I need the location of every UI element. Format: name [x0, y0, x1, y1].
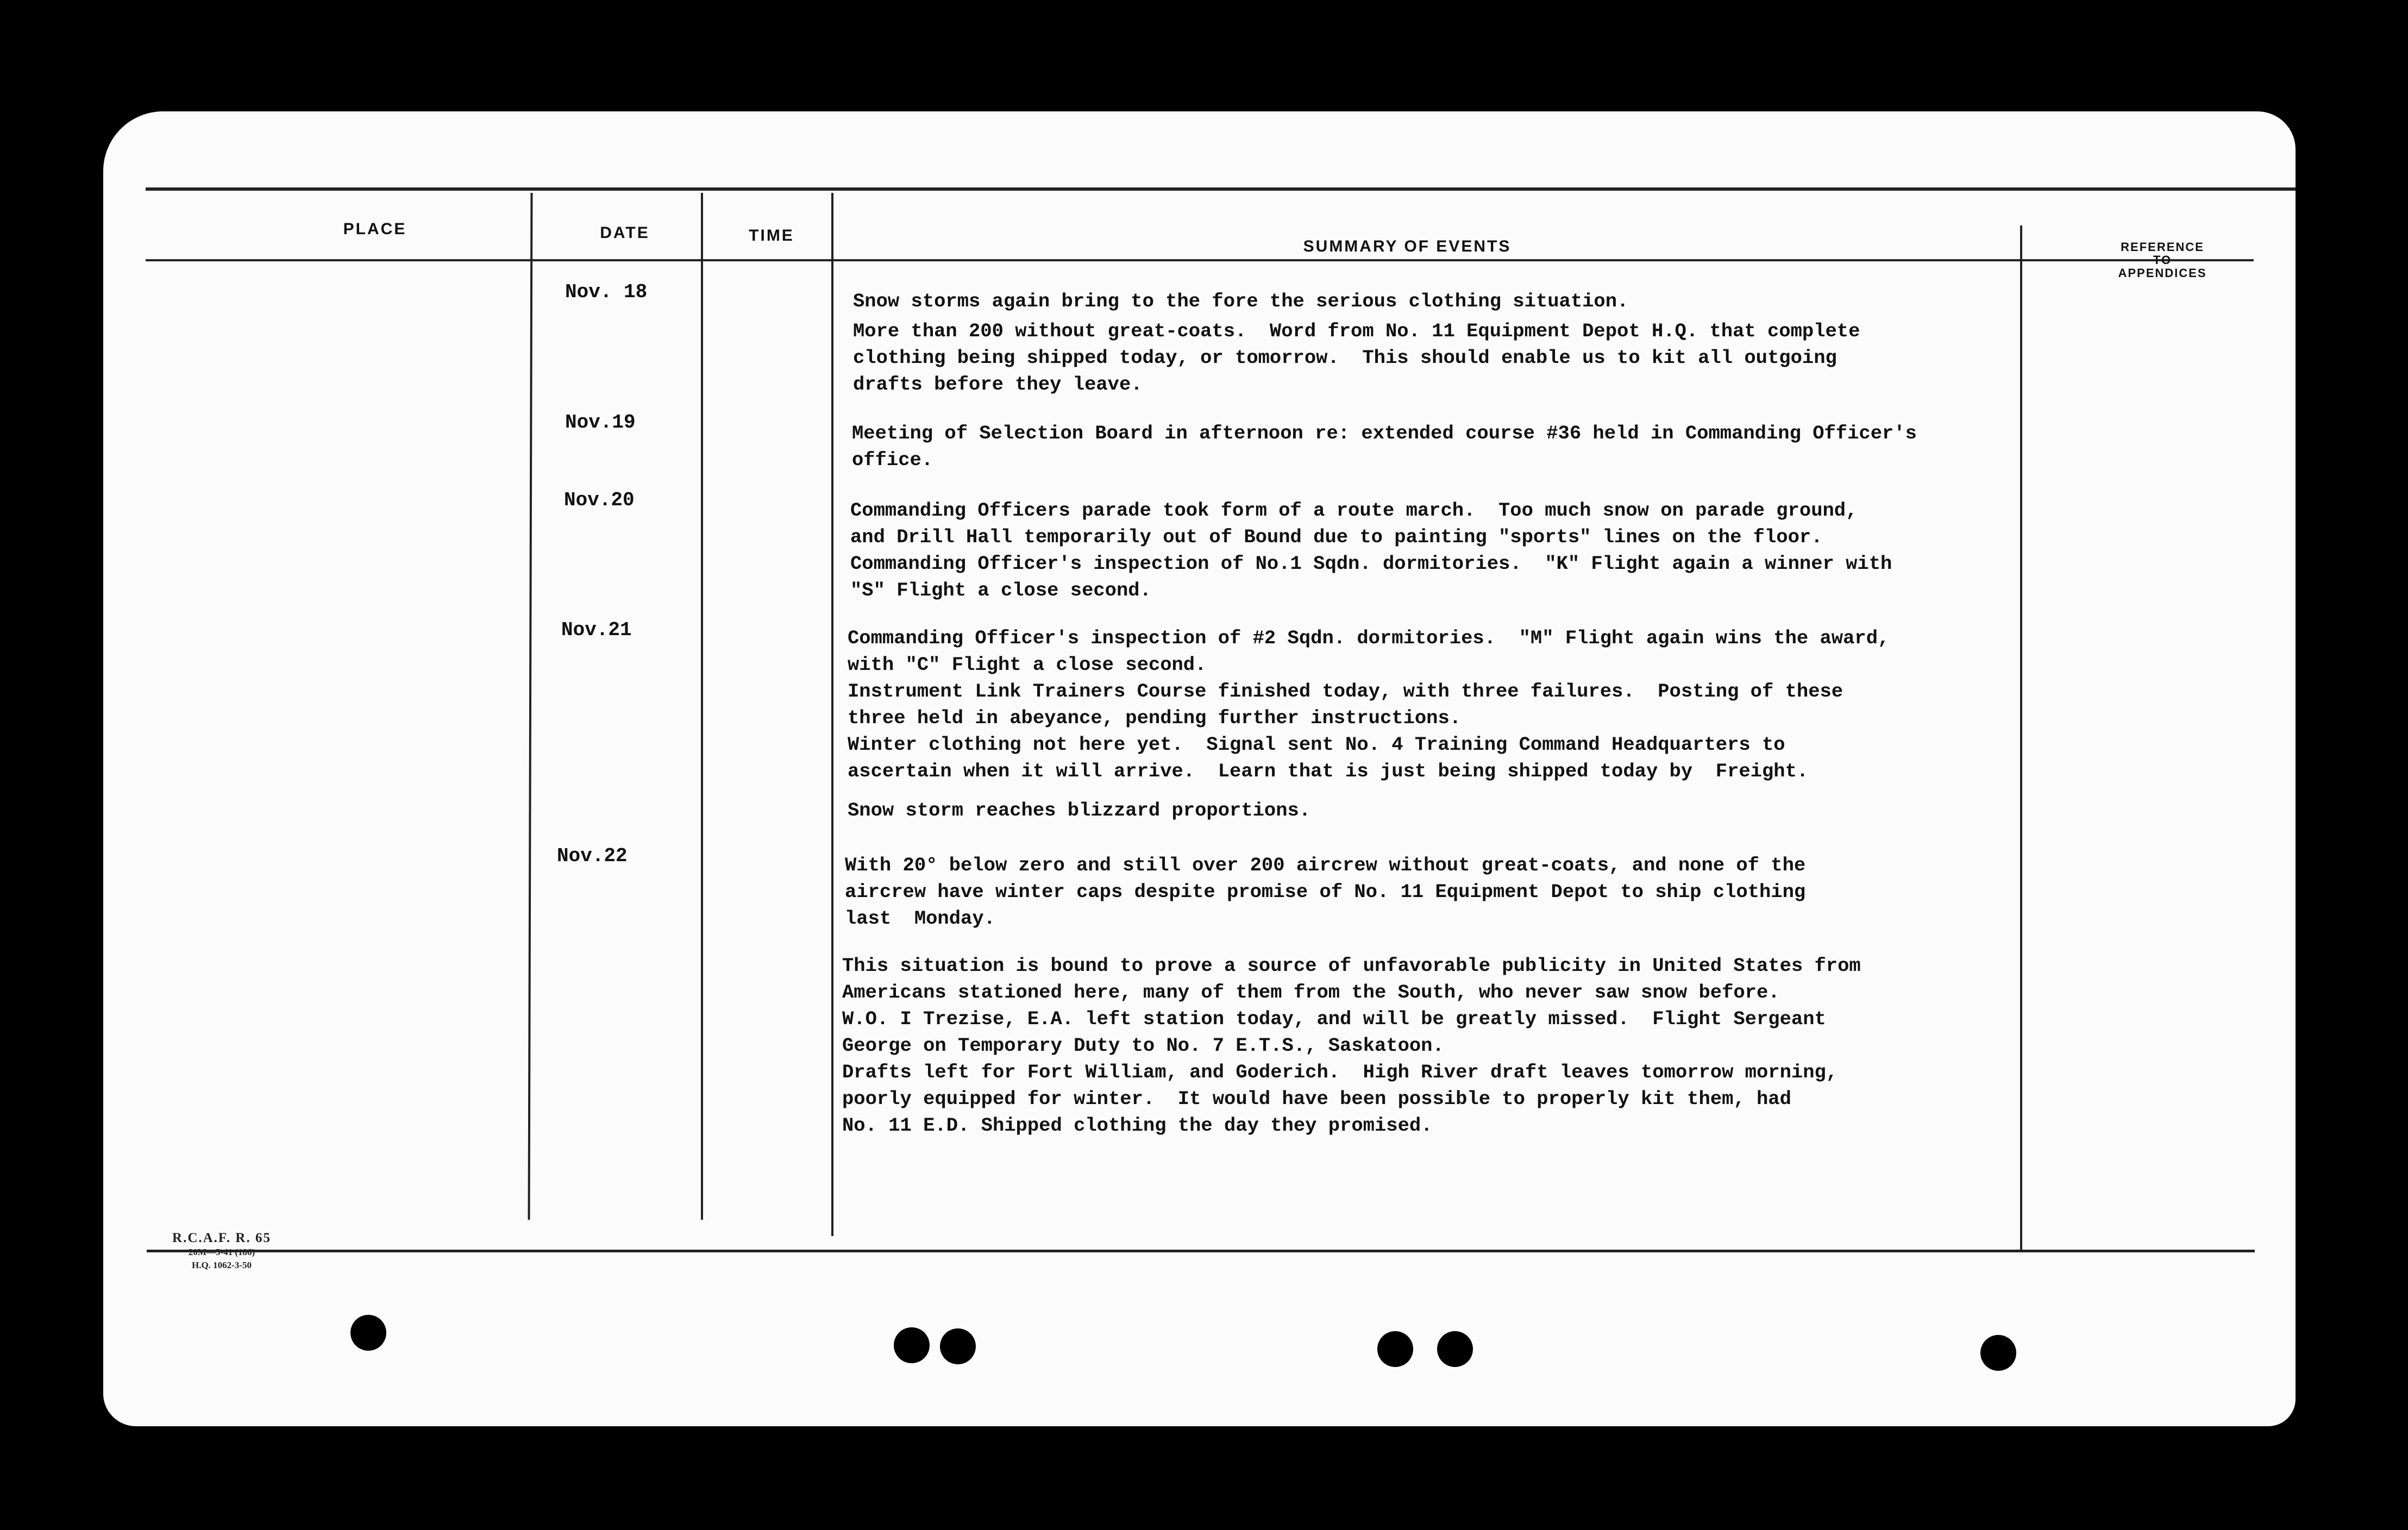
entry-text: With 20° below zero and still over 200 aircrew without great-coats, and none of the aircrew have winter caps despite promise of No. 11 Equipment Depot to ship clothing last Monday. [845, 854, 1806, 930]
column-divider-date [701, 193, 703, 1220]
punch-hole [350, 1315, 386, 1351]
form-number-line3: H.Q. 1062-3-50 [191, 1260, 252, 1270]
punch-hole [1377, 1331, 1413, 1367]
entry-date: Nov. 18 [565, 281, 648, 303]
punch-hole [1437, 1331, 1473, 1367]
entry-text: Meeting of Selection Board in afternoon re: extended course #36 held in Commanding Officer's office. [852, 422, 1917, 471]
column-header-summary: SUMMARY OF EVENTS [1303, 237, 1512, 255]
entry-text: More than 200 without great-coats. Word from No. 11 Equipment Depot H.Q. that complete clothing being shipped today, or tomorrow. This should enable us to kit all outgoing drafts before they leave. [853, 320, 1860, 396]
column-header-date: DATE [600, 224, 650, 242]
entry-date: Nov.21 [561, 619, 632, 641]
entry-text: Commanding Officers parade took form of a route march. Too much snow on parade ground, and Drill Hall temporarily out of Bound due to painting "sports" lines on the floor. Commanding Officer's inspection of No.1 Sqdn. dormitories. "K" Flight again a winner with "S" Flight a close second. [850, 499, 1892, 601]
column-header-time: TIME [749, 227, 794, 244]
column-header-place: PLACE [343, 220, 407, 238]
top-rule [146, 187, 2296, 191]
war-diary-card [103, 111, 2296, 1426]
entry-text: This situation is bound to prove a source of unfavorable publicity in United States from Americans stationed here, many of them from the South, who never saw snow before. W.O. I Trezise, E.A. left station today, and will be greatly missed. Flight Sergeant George on Temporary Duty to No. 7 E.T.S., Saskatoon. Drafts left for Fort William, and Goderich. High River draft leaves tomorrow morning, poorly equipped for winter. It would have been possible to properly kit them, had No. 11 E.D. Shipped clothing the day they promised. [842, 955, 1861, 1137]
punch-hole [940, 1328, 976, 1364]
column-header-reference: REFERENCE TO APPENDICES [2118, 240, 2207, 280]
column-divider-time [831, 193, 833, 1236]
entry-date: Nov.19 [565, 411, 636, 434]
form-number-line1: R.C.A.F. R. 65 [172, 1231, 271, 1245]
bottom-rule [147, 1250, 2255, 1252]
form-number-line2: 20M—5-41 (186) [188, 1247, 255, 1257]
form-number [162, 1231, 281, 1272]
column-divider-place [528, 193, 533, 1220]
column-divider-summary [2020, 225, 2022, 1252]
entry-text: Snow storms again bring to the fore the serious clothing situation. [853, 290, 1629, 312]
punch-hole [1980, 1335, 2016, 1371]
entry-text: Commanding Officer's inspection of #2 Sqdn. dormitories. "M" Flight again wins the award, with "C" Flight a close second. Instrument Link Trainers Course finished today, with three failures. Posting of these three held in abeyance, pending further instructions. Winter clothing not here yet. Signal sent No. 4 Training Command Headquarters to ascertain when it will arrive. Learn that is just being shipped today by Freight. [848, 627, 1890, 782]
entry-date: Nov.20 [564, 489, 635, 511]
header-rule [146, 259, 2254, 261]
punch-hole [894, 1327, 930, 1363]
entry-date: Nov.22 [557, 845, 628, 867]
entry-text: Snow storm reaches blizzard proportions. [848, 799, 1311, 822]
